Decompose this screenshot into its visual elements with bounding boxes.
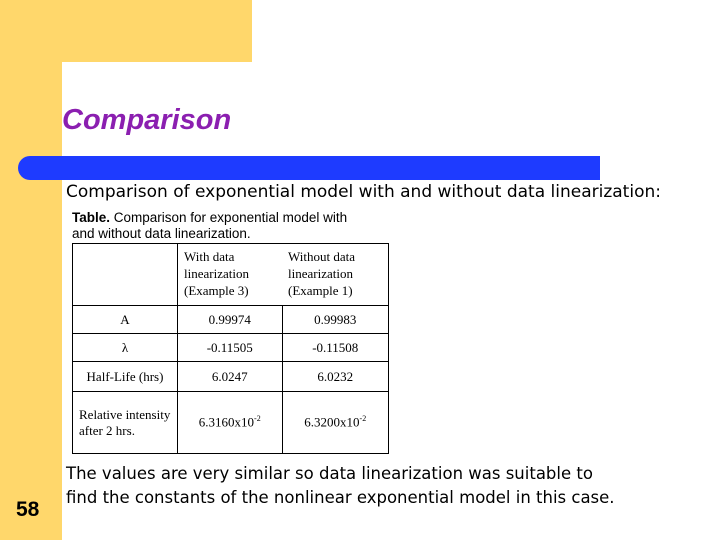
cell-with-a: 0.99974 [178, 306, 283, 334]
cell-without-ri-exponent: -2 [359, 414, 367, 424]
row-label-lambda: λ [73, 334, 178, 362]
table-header-with: With data linearization (Example 3) [178, 244, 283, 306]
cell-with-relative-intensity [178, 392, 283, 454]
decor-rounded-corner [62, 62, 102, 102]
cell-with-ri-base: 6.3160x10 [198, 414, 255, 430]
cell-without-relative-intensity [282, 392, 389, 454]
slide-subtitle: Comparison of exponential model with and without data linearization: [66, 182, 661, 202]
table-caption-label: Table. [72, 210, 111, 225]
table-row [73, 362, 389, 392]
table-header-corner [73, 244, 178, 306]
slide-number: 58 [16, 498, 40, 521]
table-row [73, 306, 389, 334]
table-row [73, 334, 389, 362]
cell-with-half-life: 6.0247 [178, 362, 283, 392]
comparison-table [72, 243, 389, 454]
cell-without-a: 0.99983 [282, 306, 389, 334]
cell-with-ri-exponent: -2 [254, 414, 261, 424]
table-row [73, 392, 389, 454]
cell-without-ri-base: 6.3200x10 [304, 414, 360, 430]
decor-yellow-band-left [0, 0, 62, 540]
row-label-relative-intensity: Relative intensity after 2 hrs. [73, 392, 178, 454]
table-header-without: Without data linearization (Example 1) [282, 244, 389, 306]
row-label-half-life: Half-Life (hrs) [73, 362, 178, 392]
conclusion-text: The values are very similar so data linearization was suitable to find the constants of the nonlinear exponential model in this case. [66, 464, 615, 507]
cell-without-half-life: 6.0232 [282, 362, 389, 392]
table-caption-text: Comparison for exponential model with and without data linearization. [72, 210, 348, 241]
cell-without-lambda: -0.11508 [282, 334, 389, 362]
row-label-a: A [73, 306, 178, 334]
title-underline-bar [18, 156, 600, 180]
table-caption [72, 210, 372, 242]
slide-title: Comparison [62, 104, 232, 136]
cell-with-lambda: -0.11505 [178, 334, 283, 362]
